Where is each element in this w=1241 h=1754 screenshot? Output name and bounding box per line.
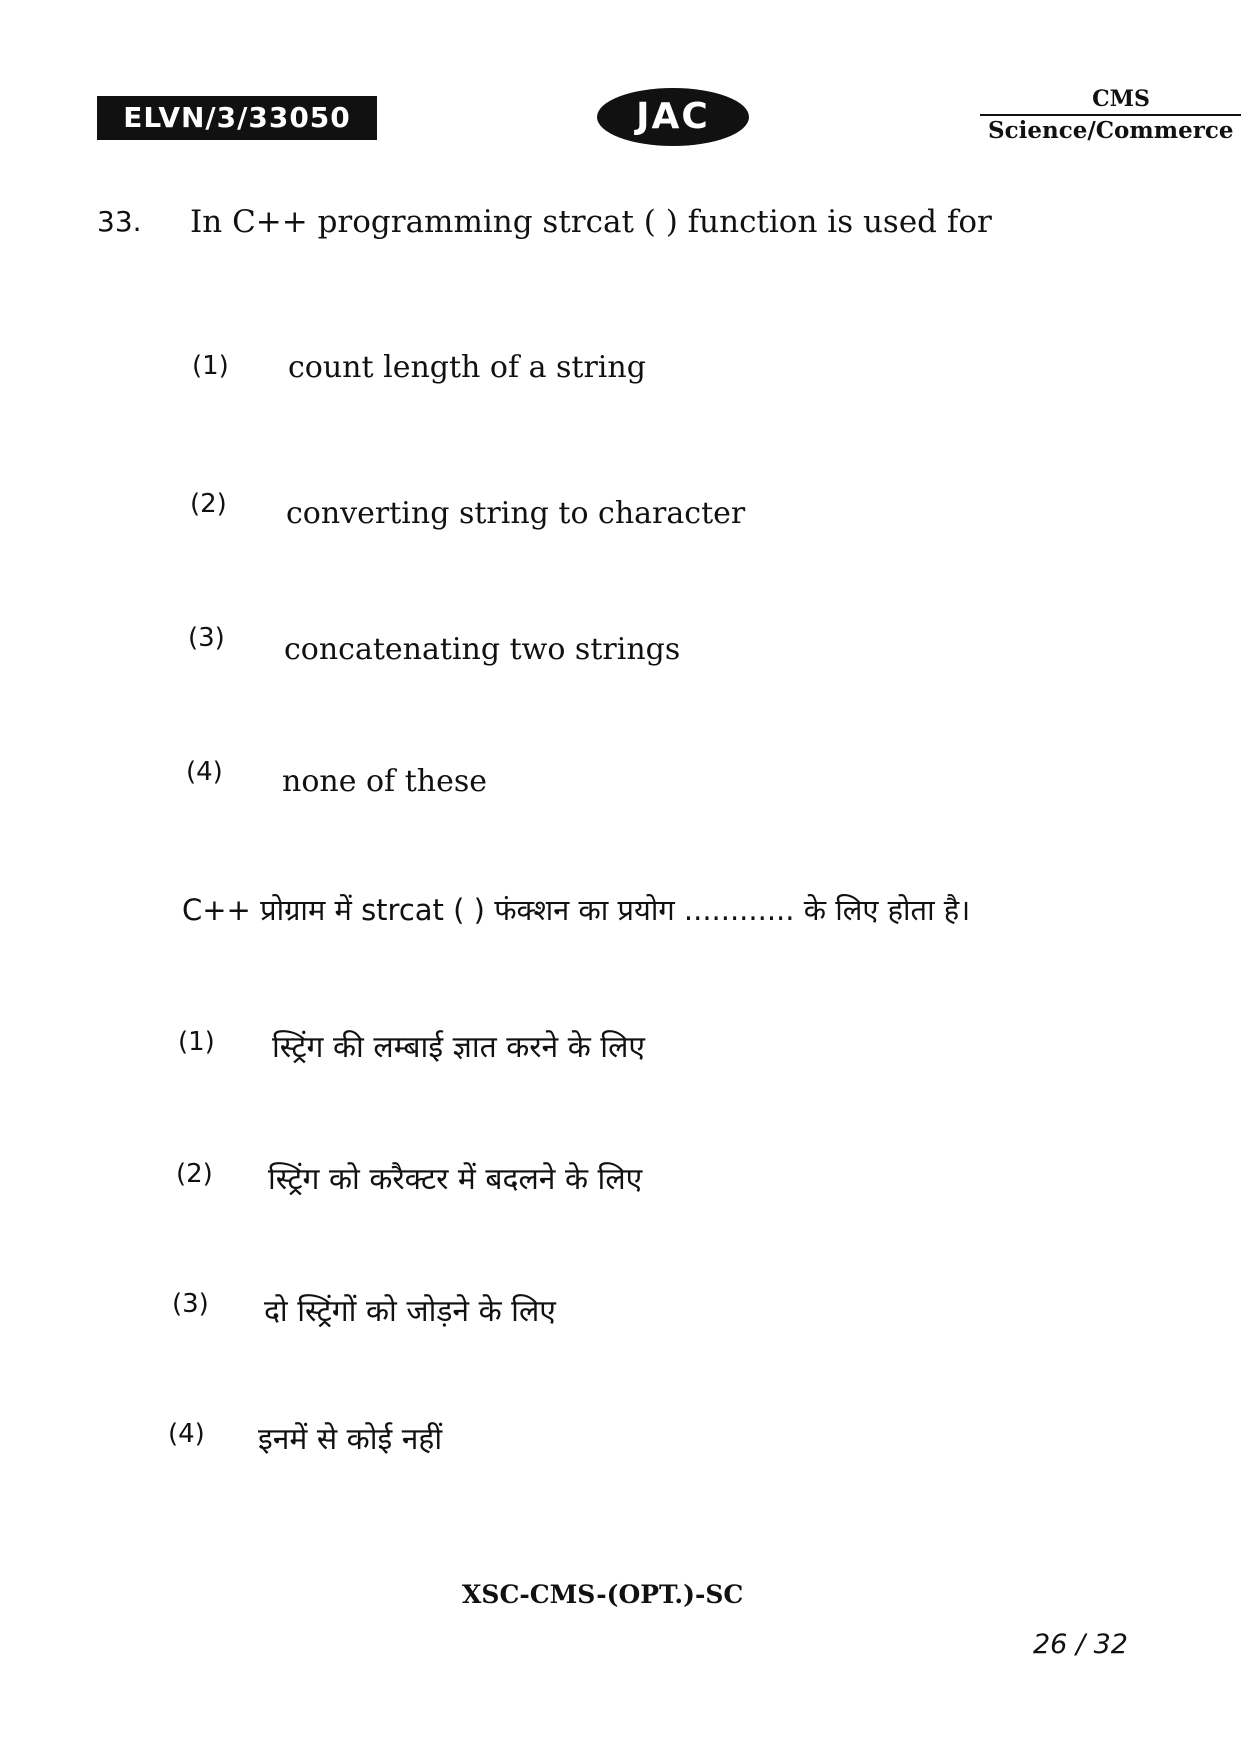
option-number-hi-4: (4) xyxy=(168,1419,205,1449)
page-number: 26 / 32 xyxy=(1033,1629,1128,1660)
paper-code-badge: ELVN/3/33050 xyxy=(97,96,377,140)
question-number: 33. xyxy=(97,205,142,238)
option-text-hi-3: दो स्ट्रिंगों को जोड़ने के लिए xyxy=(264,1294,556,1329)
option-text-en-4: none of these xyxy=(282,764,487,799)
option-number-en-4: (4) xyxy=(186,757,223,787)
option-number-en-2: (2) xyxy=(190,489,227,519)
question-text-english: In C++ programming strcat ( ) function is used for xyxy=(190,204,992,240)
stream-label: Science/Commerce xyxy=(988,117,1234,144)
option-text-hi-1: स्ट्रिंग की लम्बाई ज्ञात करने के लिए xyxy=(272,1030,645,1065)
option-number-hi-1: (1) xyxy=(178,1027,215,1057)
option-number-hi-2: (2) xyxy=(176,1159,213,1189)
option-text-hi-2: स्ट्रिंग को करैक्टर में बदलने के लिए xyxy=(268,1162,643,1197)
option-text-en-1: count length of a string xyxy=(288,350,646,385)
option-text-hi-4: इनमें से कोई नहीं xyxy=(258,1422,443,1457)
subject-header xyxy=(980,86,1241,146)
jac-logo: JAC xyxy=(597,88,749,146)
option-number-en-1: (1) xyxy=(192,351,229,381)
question-text-hindi: C++ प्रोग्राम में strcat ( ) फंक्शन का प्रयोग ............ के लिए होता है। xyxy=(182,893,971,927)
option-number-en-3: (3) xyxy=(188,623,225,653)
paper-series-code: XSC-CMS-(OPT.)-SC xyxy=(462,1580,744,1609)
option-text-en-3: concatenating two strings xyxy=(284,632,681,667)
option-number-hi-3: (3) xyxy=(172,1289,209,1319)
option-text-en-2: converting string to character xyxy=(286,496,746,531)
subject-code: CMS xyxy=(1092,86,1150,112)
